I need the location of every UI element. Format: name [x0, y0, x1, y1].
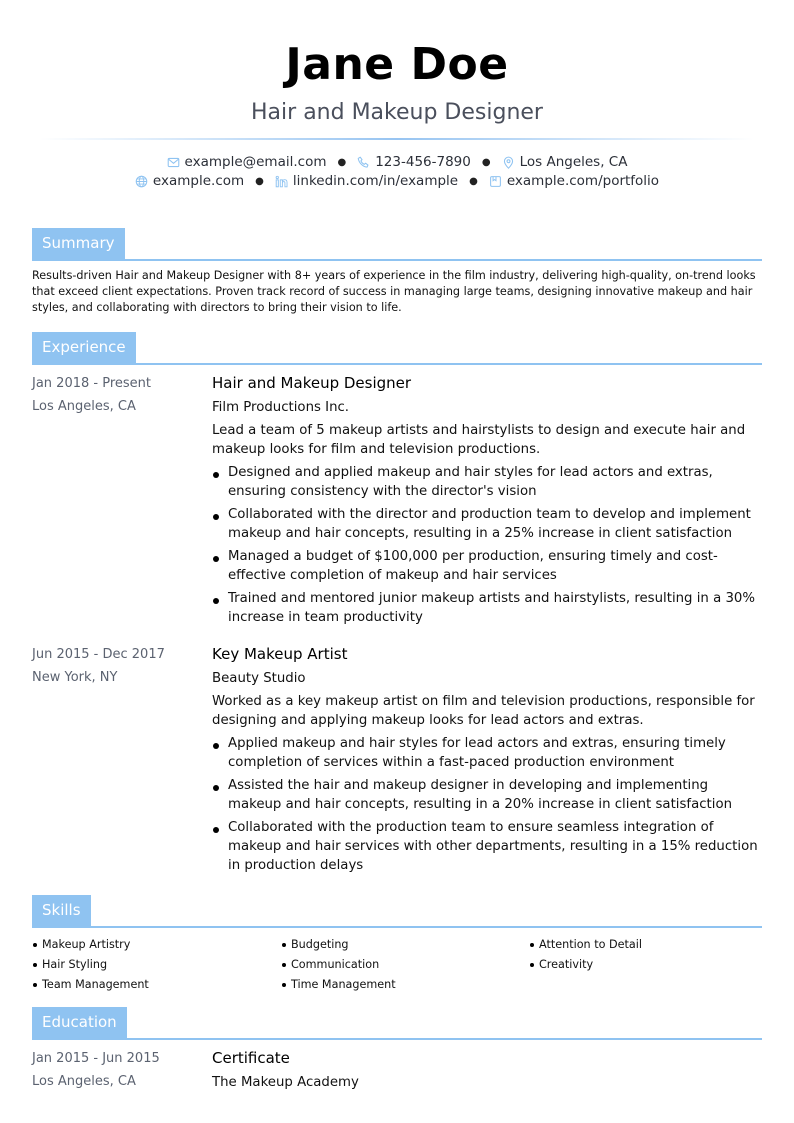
- summary-text: Results-driven Hair and Makeup Designer with 8+ years of experience in the film industry, delivering high-quality, on-trend looks that exceed client expectations. Proven track record of success in managing large teams, designing innovative makeup and hair styles, and collaborating with directors to bring their vision to life.: [32, 269, 756, 314]
- contact-row-2: [0, 172, 794, 191]
- skills-section: [32, 895, 762, 995]
- section-rule: [32, 363, 762, 365]
- entry-dates: Jan 2018 - Present: [32, 376, 151, 391]
- separator-dot: ●: [255, 176, 264, 187]
- portfolio-icon: [489, 175, 502, 188]
- job-title: Key Makeup Artist: [212, 645, 348, 663]
- skill-item: Communication: [281, 955, 529, 975]
- list-item: Collaborated with the director and production team to develop and implement makeup and hair concepts, resulting in a 25% increase in client satisfaction: [212, 505, 762, 543]
- achievement-list: [212, 463, 762, 627]
- entry-meta: [32, 1047, 212, 1094]
- header-divider: [40, 138, 754, 140]
- entry-body: [212, 643, 762, 879]
- candidate-title: Hair and Makeup Designer: [251, 100, 543, 125]
- institution-name: The Makeup Academy: [212, 1075, 359, 1090]
- degree-title: Certificate: [212, 1049, 290, 1067]
- contact-phone[interactable]: [357, 153, 471, 172]
- list-item: Applied makeup and hair styles for lead actors and extras, ensuring timely completion of services within a fast-paced production environment: [212, 734, 762, 772]
- mail-icon: [167, 156, 180, 169]
- section-title: Skills: [32, 895, 91, 927]
- job-description: Worked as a key makeup artist on film and television productions, responsible for designing and applying makeup looks for lead actors and extras.: [212, 694, 755, 728]
- entry-meta: [32, 643, 212, 879]
- summary-section: [32, 228, 762, 316]
- section-rule: [32, 259, 762, 261]
- entry-dates: Jan 2015 - Jun 2015: [32, 1051, 160, 1066]
- skill-item: Team Management: [32, 975, 281, 995]
- experience-section: [32, 332, 762, 879]
- skill-item: Creativity: [529, 955, 762, 975]
- job-title: Hair and Makeup Designer: [212, 374, 412, 392]
- separator-dot: ●: [481, 157, 491, 168]
- section-title: Experience: [32, 332, 136, 364]
- list-item: Managed a budget of $100,000 per production, ensuring timely and cost-effective completion of makeup and hair services: [212, 547, 762, 585]
- entry-location: Los Angeles, CA: [32, 399, 136, 414]
- entry-location: New York, NY: [32, 670, 118, 685]
- contact-website[interactable]: [135, 172, 244, 191]
- contact-row-1: [0, 153, 794, 172]
- skills-grid: [32, 935, 762, 995]
- website-text: example.com: [152, 173, 245, 189]
- linkedin-text: linkedin.com/in/example: [292, 173, 459, 189]
- experience-entry: [32, 643, 762, 879]
- entry-body: [212, 372, 762, 631]
- skill-item: Makeup Artistry: [32, 935, 281, 955]
- skill-item: Time Management: [281, 975, 529, 995]
- section-rule: [32, 926, 762, 928]
- education-section: [32, 1007, 762, 1094]
- list-item: Trained and mentored junior makeup artists and hairstylists, resulting in a 30% increase in team productivity: [212, 589, 762, 627]
- globe-icon: [135, 175, 148, 188]
- entry-dates: Jun 2015 - Dec 2017: [32, 647, 165, 662]
- summary-heading: [32, 228, 762, 260]
- phone-text: 123-456-7890: [375, 154, 471, 170]
- separator-dot: ●: [469, 176, 478, 187]
- experience-entry: [32, 372, 762, 631]
- achievement-list: [212, 734, 762, 875]
- skill-item: Attention to Detail: [529, 935, 762, 955]
- contact-location: [502, 153, 628, 172]
- list-item: Collaborated with the production team to ensure seamless integration of makeup and hair services with other departments, resulting in a 15% reduction in production delays: [212, 818, 762, 875]
- location-pin-icon: [502, 156, 515, 169]
- skill-item: Budgeting: [281, 935, 529, 955]
- linkedin-icon: [275, 175, 288, 188]
- phone-icon: [357, 156, 370, 169]
- entry-body: [212, 1047, 762, 1094]
- list-item: Designed and applied makeup and hair styles for lead actors and extras, ensuring consistency with the director's vision: [212, 463, 762, 501]
- experience-heading: [32, 332, 762, 364]
- contact-linkedin[interactable]: [275, 172, 458, 191]
- section-title: Summary: [32, 228, 125, 260]
- contact-email[interactable]: [167, 153, 327, 172]
- education-heading: [32, 1007, 762, 1039]
- skills-heading: [32, 895, 762, 927]
- section-rule: [32, 1038, 762, 1040]
- portfolio-text: example.com/portfolio: [506, 173, 660, 189]
- resume-header: [0, 0, 794, 191]
- skill-item: Hair Styling: [32, 955, 281, 975]
- entry-meta: [32, 372, 212, 631]
- section-title: Education: [32, 1007, 127, 1039]
- contact-portfolio[interactable]: [489, 172, 659, 191]
- location-text: Los Angeles, CA: [519, 154, 628, 170]
- company-name: Beauty Studio: [212, 671, 306, 686]
- candidate-name: Jane Doe: [285, 39, 509, 90]
- company-name: Film Productions Inc.: [212, 400, 350, 415]
- entry-location: Los Angeles, CA: [32, 1074, 136, 1089]
- education-entry: [32, 1047, 762, 1094]
- list-item: Assisted the hair and makeup designer in developing and implementing makeup and hair concepts, resulting in a 20% increase in client satisfaction: [212, 776, 762, 814]
- separator-dot: ●: [337, 157, 347, 168]
- email-text: example@email.com: [184, 154, 327, 170]
- job-description: Lead a team of 5 makeup artists and hairstylists to design and execute hair and makeup looks for film and television productions.: [212, 423, 746, 457]
